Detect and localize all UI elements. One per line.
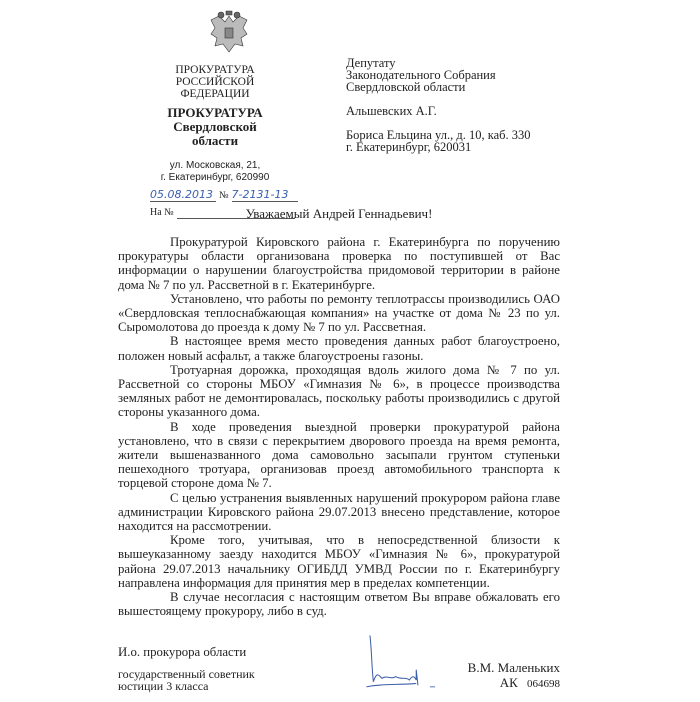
paragraph: Тротуарная дорожка, проходящая вдоль жилого дома № 7 по ул. Рассветной со стороны МБОУ «Гимназия № 6», в процессе производства земляных работ не демонтировалась, поскольку работы производились с другой стороны указанного дома. (118, 362, 560, 420)
paragraph: С целью устранения выявленных нарушений прокурором района главе администрации Кировского района 29.07.2013 внесено представление, которое находится на рассмотрении. (118, 490, 560, 534)
recipient-line3: Свердловской области (346, 80, 466, 94)
date-handwritten: 05.08.2013 (150, 188, 213, 201)
recipient-address2: г. Екатеринбург, 620031 (346, 140, 472, 154)
greeting: Уважаемый Андрей Геннадьевич! (245, 206, 433, 221)
paragraph: В случае несогласия с настоящим ответом Вы вправе обжаловать его вышестоящему прокурору, либо в суд. (118, 590, 560, 619)
paragraph: Прокуратурой Кировского района г. Екатеринбурга по поручению прокуратуры области организована проверка по поступившей от Вас информации о нарушении благоустройства придомовой территории в районе дома № 7 по ул. Рассветной в г. Екатеринбурге. (118, 235, 560, 292)
serial-number: 064698 (527, 678, 560, 691)
sender-line2: РОССИЙСКОЙ ФЕДЕРАЦИИ (175, 76, 255, 100)
signature-rank2: юстиции 3 класса (118, 679, 209, 694)
sender-title1: ПРОКУРАТУРА (167, 105, 263, 120)
signature-name: В.М. Маленьких (467, 660, 560, 676)
sender-title2: Свердловской области (173, 119, 257, 148)
letter (118, 0, 560, 702)
signature-block (118, 632, 560, 692)
recipient-name: Альшевских А.Г. (346, 104, 437, 118)
serial-prefix: АК (499, 675, 518, 691)
letter-body (118, 235, 560, 618)
recipient-line2: Законодательного Собрания (346, 68, 496, 82)
paragraph: В ходе проведения выездной проверки прокуратурой района установлено, что в связи с перекрытием дворового проезда на время ремонта, жители вышеназванного дома самовольно засыпали грунтом ступеньки пешеходного тротуара, организовав проезд автомобильного транспорта к торцевой стороне дома № 7. (118, 419, 560, 491)
serial-block (468, 675, 560, 692)
number-handwritten: 7-2131-13 (231, 188, 289, 201)
paragraph: Установлено, что работы по ремонту теплотрассы производились ОАО «Свердловская теплоснабжающая компания» на участке от дома № 23 по ул. Сыромолотова до проезда к дому № 7 по ул. Рассветная. (118, 291, 560, 335)
sender-address1: ул. Московская, 21, (169, 160, 261, 171)
handwritten-signature (358, 632, 453, 692)
signature-left (118, 645, 288, 692)
signature-right (468, 660, 560, 692)
paragraph: В настоящее время место проведения данных работ благоустроено, положен новый асфальт, а также благоустроены газоны. (118, 334, 560, 363)
recipient-address1: Бориса Ельцина ул., д. 10, каб. 330 (346, 128, 531, 142)
number-label: № (219, 190, 229, 201)
ref-label: На № (150, 207, 174, 218)
recipient-line1: Депутату (346, 56, 396, 70)
sender-address2: г. Екатеринбург, 620990 (160, 172, 270, 183)
paragraph: Кроме того, учитывая, что в непосредственной близости к вышеуказанному заезду находится МБОУ «Гимназия № 6», прокуратурой района 29.07.2013 начальнику ОГИБДД УМВД России по г. Екатеринбургу направлена информация для принятия мер в пределах компетенции. (118, 533, 560, 590)
sender-line1: ПРОКУРАТУРА (175, 64, 255, 76)
signature-rank1: государственный советник (118, 667, 255, 682)
signature-position: И.о. прокурора области (118, 645, 247, 660)
